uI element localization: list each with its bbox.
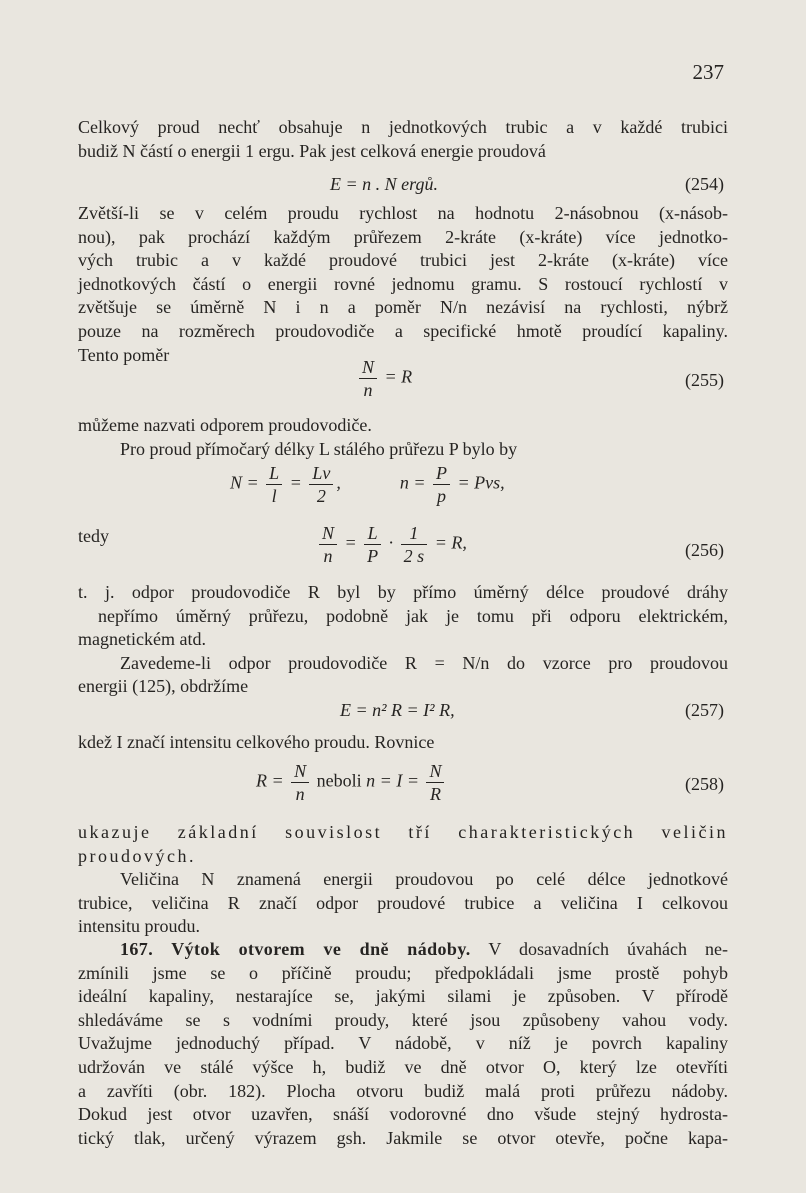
text-line: zmínili jsme se o příčině proudu; předpokládali jsme prostě pohyb: [78, 962, 728, 983]
text-line: zvětšuje se úměrně N i n a poměr N/n nezávisí na rychlosti, nýbrž: [78, 297, 728, 318]
text-line: Zvětší-li se v celém proudu rychlost na hodnotu 2-násobnou (x-násob-: [78, 203, 728, 223]
text-line: můžeme nazvati odporem proudovodiče.: [78, 415, 372, 435]
equation-255: $\frac{N}{n}$ = R: [356, 356, 412, 401]
text-line: ukazuje základní souvislost tří charakteristických veličin: [78, 822, 728, 842]
equation-number-254: (254): [685, 174, 724, 194]
text-line: Uvažujme jednoduchý případ. V nádobě, v níž je povrch kapaliny: [78, 1033, 728, 1054]
text-line: t. j. odpor proudovodiče R byl by přímo úměrný délce proudové dráhy: [78, 582, 728, 602]
equation-flow: N = $\frac{L}{l}$ = $\frac{Lv}{2}$ , n = $\frac{P}{p}$ = Pvs,: [230, 463, 505, 506]
paragraph-proportional: [78, 581, 728, 699]
page-number: 237: [692, 60, 724, 84]
text-line: udržován ve stálé výšce h, budiž ve dně otvor O, který lze otevříti: [78, 1056, 728, 1077]
equation-number-256: (256): [685, 540, 724, 560]
text-line: Pro proud přímočarý délky L stálého průřezu P bylo by: [120, 438, 518, 459]
text-line: magnetickém atd.: [78, 629, 206, 650]
section-first-line: 167. Výtok otvorem ve dně nádoby. V dosavadních úvahách ne-: [120, 939, 728, 959]
text-line: kdež I značí intensitu celkového proudu. Rovnice: [78, 732, 435, 752]
equation-number-255: (255): [685, 370, 724, 390]
paragraph-resistance: [78, 414, 728, 461]
equation-number-257: (257): [685, 700, 724, 720]
text-line: nepřímo úměrný průřezu, podobně jak je tomu při odporu elektrickém,: [98, 605, 728, 626]
text-line: nou), pak prochází každým průřezem 2-kráte (x-kráte) více jednotko-: [78, 226, 728, 247]
paragraph-intro: [78, 116, 728, 163]
text-line: a zavříti (obr. 182). Plocha otvoru budiž malá proti průřezu nádoby.: [78, 1080, 728, 1101]
text-line: vých trubic a v každé proudové trubici jest 2-kráte (x-kráte) více: [78, 250, 728, 271]
text-line: shledáváme se s vodními proudy, které jsou způsobeny vahou vody.: [78, 1009, 728, 1030]
text-line: pouze na rozměrech proudovodiče a specifické hmotě proudící kapaliny.: [78, 320, 728, 341]
equation-257: E = n² R = I² R,: [340, 700, 455, 720]
text-line: proudových.: [78, 845, 196, 866]
text-line: jednotkových částí o energii rovné jednomu gramu. S rostoucí rychlostí v: [78, 273, 728, 294]
text-line: intensitu proudu.: [78, 916, 200, 937]
paragraph-equations: [78, 731, 728, 755]
text-line: Celkový proud nechť obsahuje n jednotkových trubic a v každé trubici: [78, 117, 728, 137]
label-tedy: tedy: [78, 526, 109, 546]
section-heading: 167. Výtok otvorem ve dně nádoby.: [120, 939, 471, 959]
text-line: budiž N částí o energii 1 ergu. Pak jest celková energie proudová: [78, 140, 546, 161]
equation-256: $\frac{N}{n}$ = $\frac{L}{P}$ · $\frac{1}{2 s}$ = R,: [316, 522, 467, 567]
text-line: trubice, veličina R značí odpor proudové trubice a veličina I celkovou: [78, 892, 728, 913]
section-167: [78, 938, 728, 1150]
text-line: energii (125), obdržíme: [78, 676, 249, 697]
text-line: Veličina N znamená energii proudovou po celé délce jednotkové: [120, 869, 728, 890]
fraction: $\frac{N}{n}$: [359, 356, 377, 401]
text-line: ideální kapaliny, nestarajíce se, jakými silami je způsoben. V přírodě: [78, 986, 728, 1007]
text-line: Zavedeme-li odpor proudovodiče R = N/n do vzorce pro proudovou: [120, 652, 728, 673]
text-line: Dokud jest otvor uzavřen, snáší vodorovné dno všude stejný hydrosta-: [78, 1104, 728, 1125]
text-line: Tento poměr: [78, 344, 170, 365]
paragraph-velocity: [78, 202, 728, 367]
text-line: tický tlak, určený výrazem gsh. Jakmile se otvor otevře, počne kapa-: [78, 1127, 728, 1148]
equation-254: E = n . N ergů.: [330, 174, 438, 194]
equation-number-258: (258): [685, 774, 724, 794]
equation-258: R = $\frac{N}{n}$ neboli n = I = $\frac{N}{R}$: [256, 760, 447, 805]
paragraph-relation: [78, 821, 728, 939]
